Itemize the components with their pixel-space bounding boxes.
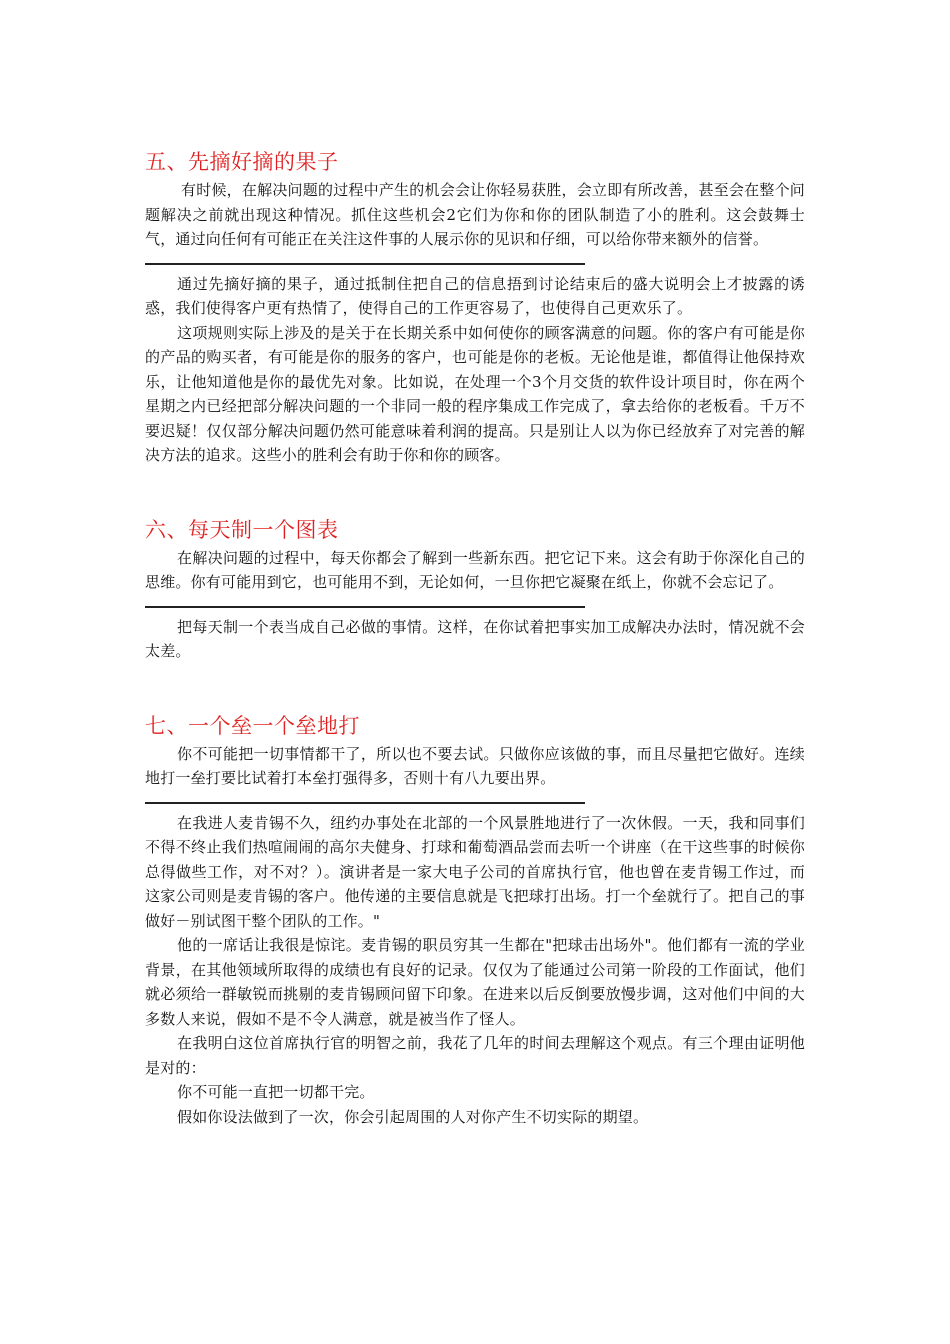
body-paragraph: 你不可能一直把一切都干完。 — [177, 1083, 375, 1101]
body-paragraph: 他的一席话让我很是惊诧。麦肯锡的职员穷其一生都在"把球击出场外"。他们都有一流的学业背景，在其他领域所取得的成绩也有良好的记录。仅仅为了能通过公司第一阶段的工作面试，他们就必须给一群敏锐而挑剔的麦肯锡顾问留下印象。在进来以后反倒要放慢步调，这对他们中间的大多数人来说，假如不是不令人满意，就是被当作了怪人。 — [145, 936, 805, 1028]
body-paragraph: 通过先摘好摘的果子，通过抵制住把自己的信息捂到讨论结束后的盛大说明会上才披露的诱惑，我们使得客户更有热情了，使得自己的工作更容易了，也使得自己更欢乐了。 — [145, 274, 805, 317]
section-five — [145, 148, 805, 468]
section-title: 六、每天制一个图表 — [145, 517, 339, 542]
divider-rule — [145, 797, 805, 809]
section-title: 五、先摘好摘的果子 — [145, 150, 339, 174]
document-page — [145, 148, 805, 1129]
section-gap — [145, 468, 805, 516]
body-paragraph: 在我明白这位首席执行官的明智之前，我花了几年的时间去理解这个观点。有三个理由证明他是对的： — [145, 1034, 805, 1077]
section-six — [145, 516, 805, 664]
divider-rule — [145, 258, 805, 270]
body-paragraph: 假如你设法做到了一次，你会引起周围的人对你产生不切实际的期望。 — [177, 1107, 649, 1126]
body-paragraph: 把每天制一个表当成自己必做的事情。这样，在你试着把事实加工成解决办法时，情况就不会太差。 — [145, 617, 805, 660]
section-title: 七、一个垒一个垒地打 — [145, 713, 360, 738]
section-intro: 在解决问题的过程中，每天你都会了解到一些新东西。把它记下来。这会有助于你深化自己的思维。你有可能用到它，也可能用不到，无论如何，一旦你把它凝聚在纸上，你就不会忘记了。 — [145, 548, 805, 591]
section-intro: 你不可能把一切事情都干了，所以也不要去试。只做你应该做的事，而且尽量把它做好。连续地打一垒打要比试着打本垒打强得多，否则十有八九要出界。 — [145, 744, 805, 787]
section-seven — [145, 712, 805, 1130]
divider-rule — [145, 601, 805, 613]
section-gap — [145, 664, 805, 712]
section-intro: 有时候，在解决问题的过程中产生的机会会让你轻易获胜，会立即有所改善，甚至会在整个问题解决之前就出现这种情况。抓住这些机会2它们为你和你的团队制造了小的胜利。这会鼓舞士气，通过向任何有可能正在关注这件事的人展示你的见识和仔细，可以给你带来额外的信誉。 — [145, 181, 805, 248]
body-paragraph: 在我进人麦肯锡不久，纽约办事处在北部的一个风景胜地进行了一次休假。一天，我和同事们不得不终止我们热喧闹闹的高尔夫健身、打球和葡萄酒品尝而去听一个讲座（在干这些事的时候你总得做些工作，对不对？）。演讲者是一家大电子公司的首席执行官，他也曾在麦肯锡工作过，而这家公司则是麦肯锡的客户。他传递的主要信息就是飞把球打出场。打一个垒就行了。把自己的事做好－别试图干整个团队的工作。" — [145, 813, 805, 930]
body-paragraph: 这项规则实际上涉及的是关于在长期关系中如何使你的顾客满意的问题。你的客户有可能是你的产品的购买者，有可能是你的服务的客户，也可能是你的老板。无论他是谁，都值得让他保持欢乐，让他知道他是你的最优先对象。比如说，在处理一个3个月交货的软件设计项目时，你在两个星期之内已经把部分解决问题的一个非同一般的程序集成工作完成了，拿去给你的老板看。千万不要迟疑！仅仅部分解决问题仍然可能意味着利润的提高。只是别让人以为你已经放弃了对完善的解决方法的追求。这些小的胜利会有助于你和你的顾客。 — [145, 323, 805, 464]
